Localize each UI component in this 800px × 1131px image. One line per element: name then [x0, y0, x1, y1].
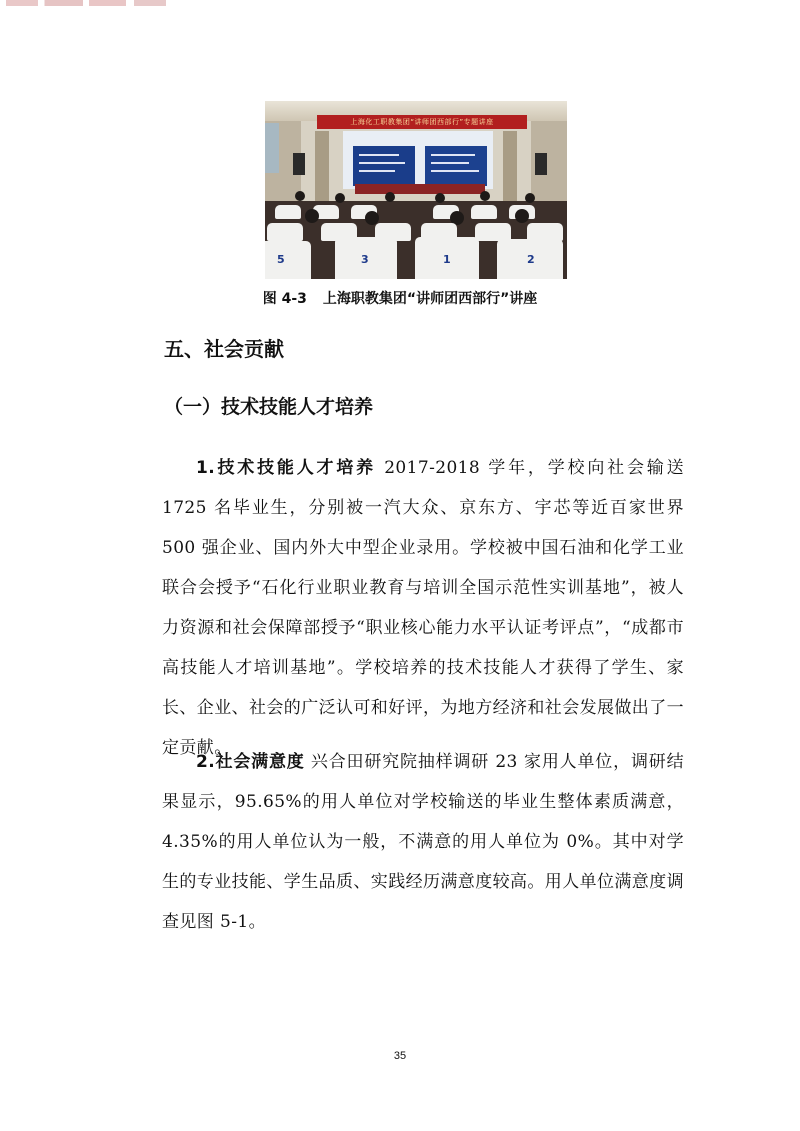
lecture-photo: [265, 101, 567, 279]
paragraph-lead: 2.社会满意度: [196, 752, 305, 772]
photo-pillar: [503, 131, 517, 201]
photo-screen-left: [353, 146, 415, 186]
seat-number: 3: [361, 253, 369, 266]
photo-dais: [355, 184, 485, 194]
photo-banner: 上海化工职教集团“讲师团西部行”专题讲座: [317, 115, 527, 129]
photo-pillar: [315, 131, 329, 201]
seat-number: 1: [443, 253, 451, 266]
photo-speaker: [535, 153, 547, 175]
photo-window: [265, 123, 279, 173]
section-title: 五、社会贡献: [164, 337, 284, 361]
figure-caption: [0, 288, 800, 308]
paragraph-lead: 1.技术技能人才培养: [196, 458, 376, 478]
seat-number: 5: [277, 253, 285, 266]
header-remnant: [6, 0, 166, 6]
page-number: 35: [393, 1050, 407, 1062]
seat-number: 2: [527, 253, 535, 266]
figure-caption-text: 上海职教集团“讲师团西部行”讲座: [322, 291, 538, 307]
photo-speaker: [293, 153, 305, 175]
photo-screen-right: [425, 146, 487, 186]
figure-number: 图 4-3: [262, 291, 307, 307]
subsection-title: （一）技术技能人才培养: [164, 396, 374, 418]
paragraph-satisfaction: [162, 742, 684, 942]
paragraph-text: 兴合田研究院抽样调研 23 家用人单位，调研结果显示，95.65%的用人单位对学校输送的毕业生整体素质满意，4.35%的用人单位认为一般，不满意的用人单位为 0%。其中对学生的专业技能、学生品质、实践经历满意度较高。用人单位满意度调查见图 5-1。: [162, 752, 684, 932]
paragraph-talent-training: [162, 448, 684, 768]
paragraph-text: 2017-2018 学年，学校向社会输送 1725 名毕业生，分别被一汽大众、京东方、宇芯等近百家世界 500 强企业、国内外大中型企业录用。学校被中国石油和化学工业联合会授予“石化行业职业教育与培训全国示范性实训基地”，被人力资源和社会保障部授予“职业核心能力水平认证考评点”，“成都市高技能人才培训基地”。学校培养的技术技能人才获得了学生、家长、企业、社会的广泛认可和好评，为地方经济和社会发展做出了一定贡献。: [162, 458, 684, 758]
